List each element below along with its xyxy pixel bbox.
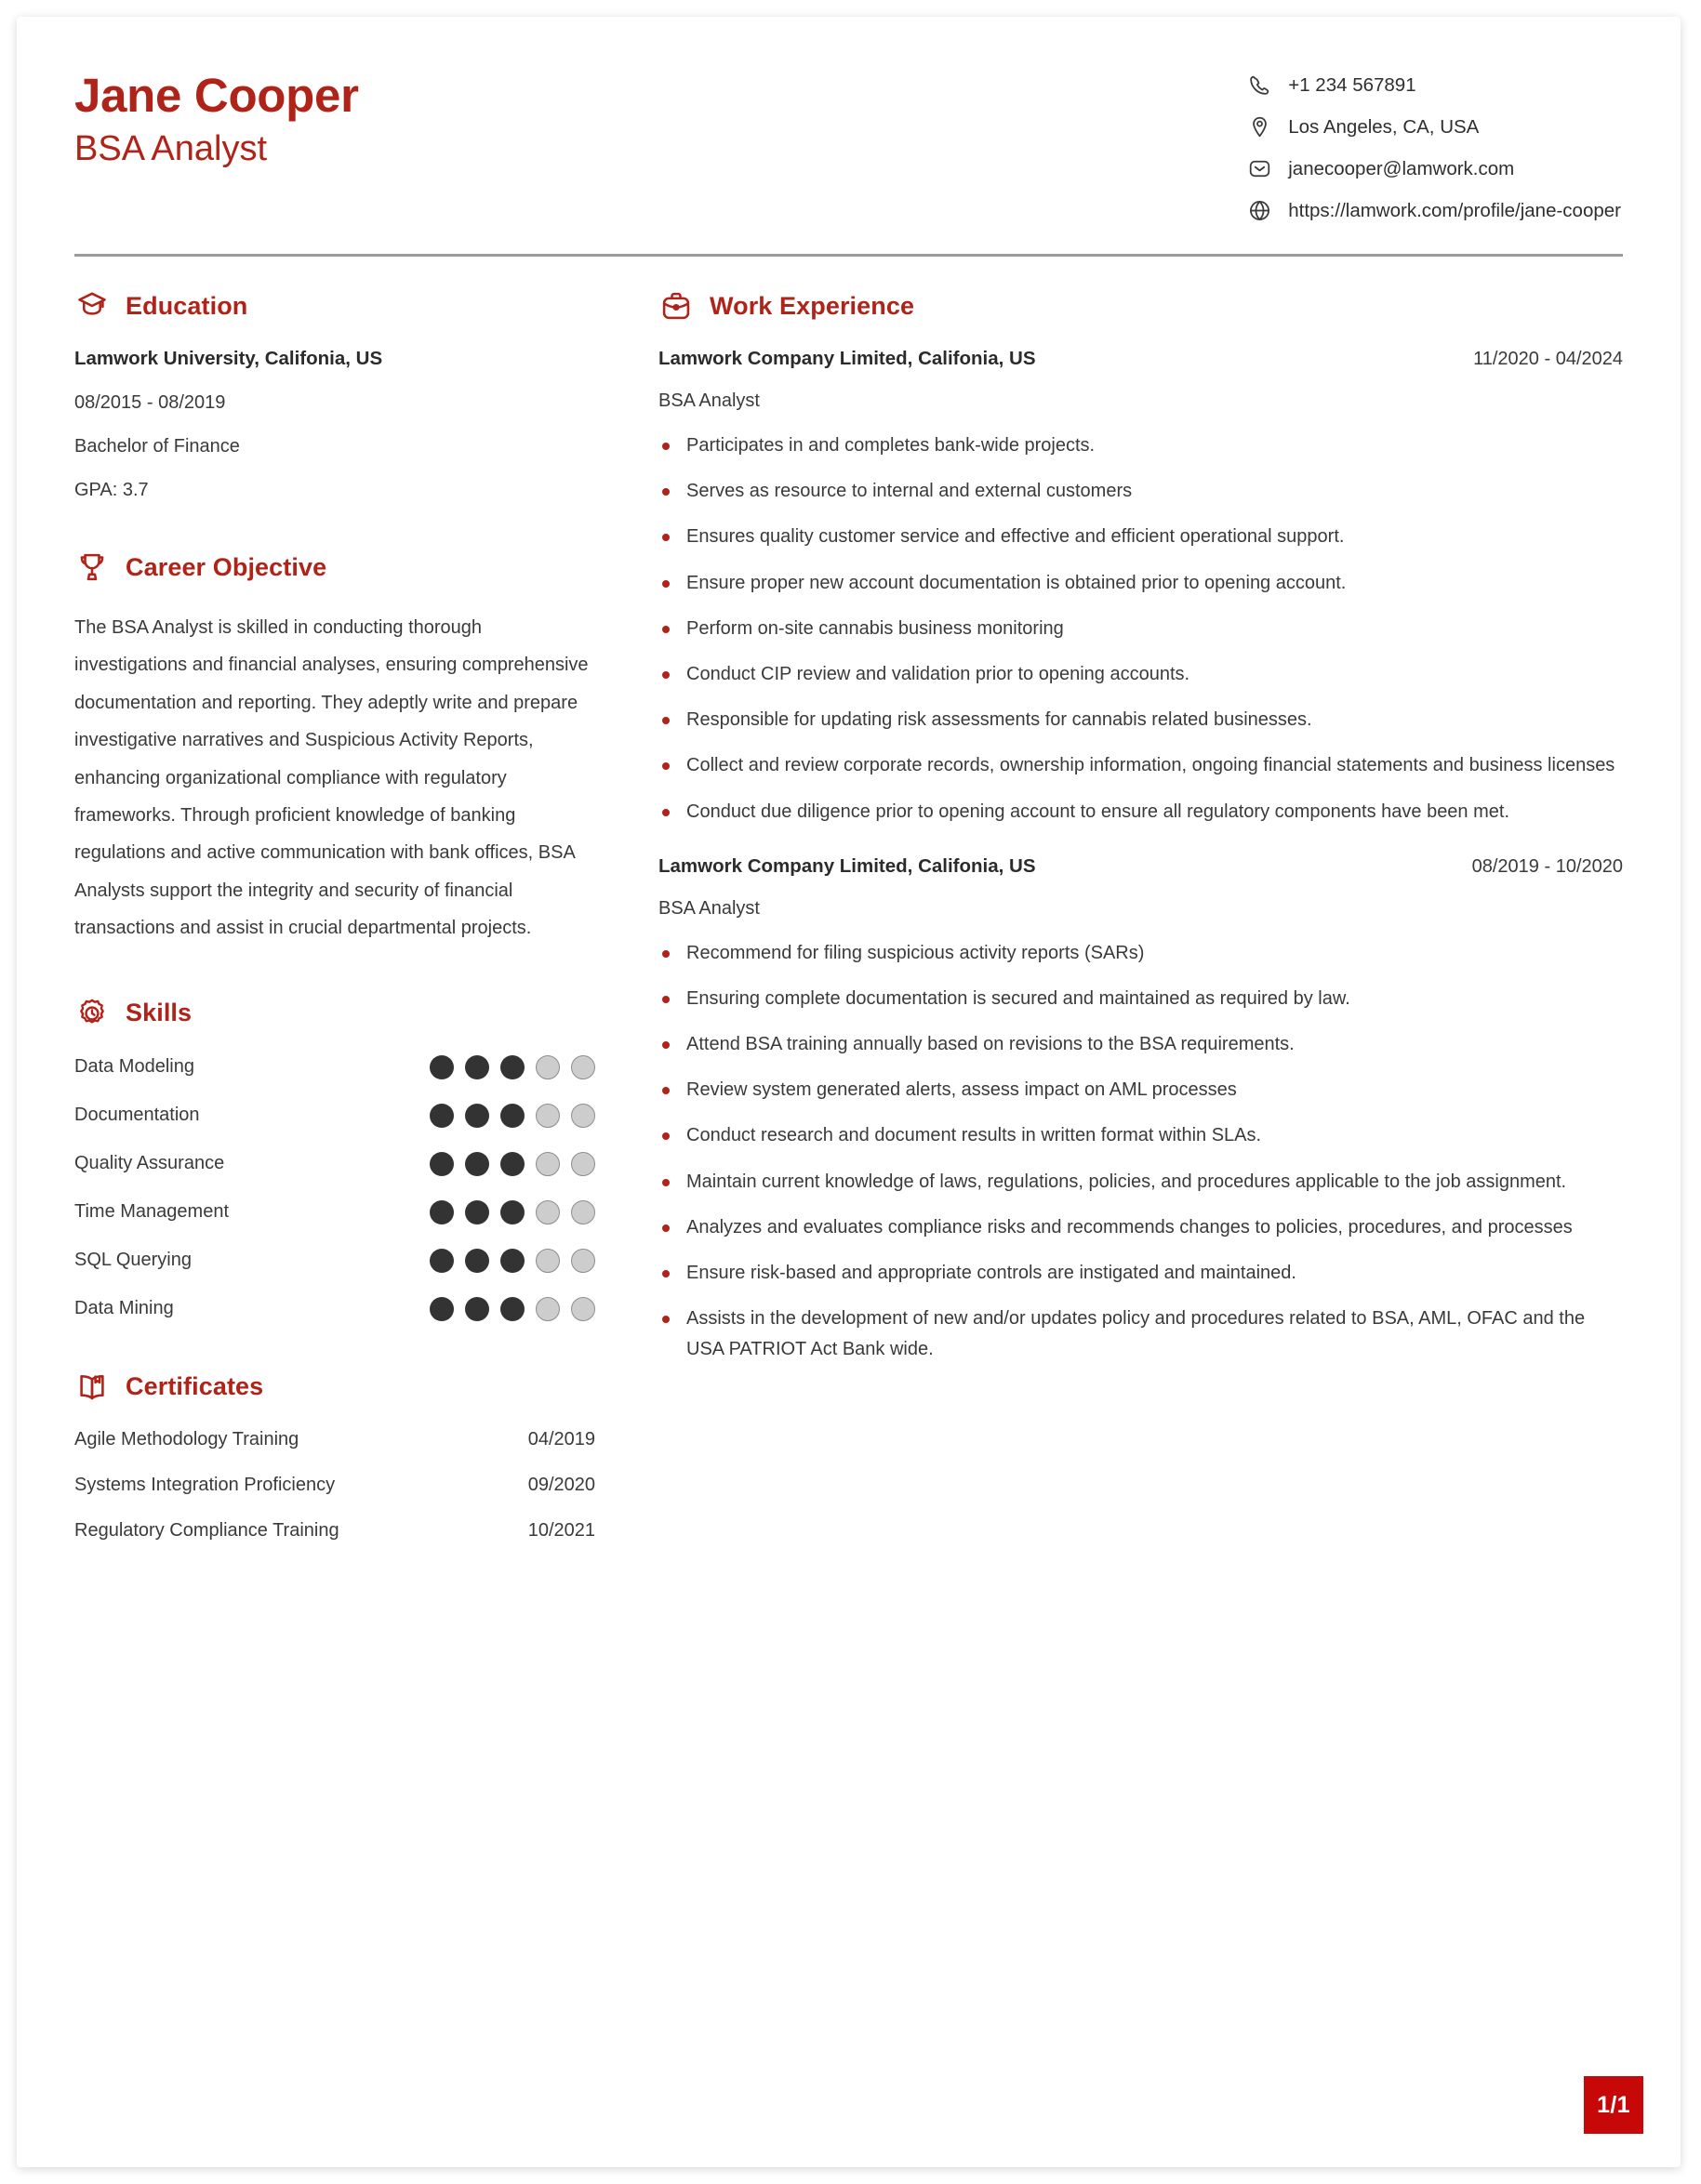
- rating-dot-empty: [536, 1104, 560, 1128]
- rating-dot-filled: [430, 1200, 454, 1224]
- job-company: Lamwork Company Limited, Califonia, US: [658, 348, 1036, 369]
- job-responsibility: Serves as resource to internal and external customers: [658, 476, 1623, 507]
- skill-rating-dots: [430, 1104, 595, 1128]
- job-responsibility: Attend BSA training annually based on revisions to the BSA requirements.: [658, 1029, 1623, 1060]
- certificate-name: Agile Methodology Training: [74, 1428, 299, 1449]
- job-responsibility: Assists in the development of new and/or updates policy and procedures related to BSA, AML, OFAC and the USA PATRIOT Act Bank wide.: [658, 1304, 1623, 1365]
- rating-dot-filled: [500, 1055, 525, 1079]
- rating-dot-empty: [536, 1297, 560, 1321]
- rating-dot-filled: [500, 1200, 525, 1224]
- skill-name: Documentation: [74, 1105, 200, 1126]
- rating-dot-filled: [465, 1104, 489, 1128]
- education-dates: 08/2015 - 08/2019: [74, 392, 226, 413]
- graduation-cap-icon: [74, 288, 110, 324]
- job-dates: 08/2019 - 10/2020: [1471, 855, 1623, 877]
- rating-dot-empty: [536, 1200, 560, 1224]
- rating-dot-filled: [430, 1055, 454, 1079]
- skill-name: Quality Assurance: [74, 1153, 225, 1174]
- header-divider: [74, 254, 1623, 257]
- identity-block: [74, 61, 359, 170]
- job-responsibility: Conduct due diligence prior to opening account to ensure all regulatory components have been met.: [658, 797, 1623, 827]
- contact-email-value: janecooper@lamwork.com: [1288, 157, 1515, 179]
- certificate-date: 04/2019: [527, 1428, 595, 1449]
- certificates-title: Certificates: [126, 1372, 264, 1401]
- education-title: Education: [126, 291, 248, 320]
- contact-location[interactable]: [1247, 114, 1621, 139]
- trophy-icon: [74, 549, 110, 585]
- certificate-item: [74, 1520, 595, 1542]
- skill-rating-dots: [430, 1297, 595, 1321]
- skill-rating-dots: [430, 1249, 595, 1273]
- job-responsibility-list: [658, 430, 1623, 827]
- briefcase-icon: [658, 288, 694, 324]
- job-responsibility: Conduct research and document results in written format within SLAs.: [658, 1120, 1623, 1151]
- candidate-name: Jane Cooper: [74, 69, 359, 122]
- education-school: Lamwork University, Califonia, US: [74, 348, 383, 369]
- skills-heading: [74, 996, 595, 1031]
- skill-item: [74, 1055, 595, 1079]
- education-section: [74, 288, 595, 501]
- skill-item: [74, 1200, 595, 1224]
- skill-item: [74, 1249, 595, 1273]
- rating-dot-filled: [500, 1152, 525, 1176]
- gear-clock-icon: [74, 996, 110, 1031]
- education-degree: Bachelor of Finance: [74, 436, 240, 457]
- rating-dot-empty: [571, 1297, 595, 1321]
- skill-item: [74, 1297, 595, 1321]
- job-responsibility: Review system generated alerts, assess impact on AML processes: [658, 1075, 1623, 1105]
- career-objective-title: Career Objective: [126, 552, 327, 581]
- rating-dot-filled: [500, 1249, 525, 1273]
- job-responsibility: Ensuring complete documentation is secured and maintained as required by law.: [658, 984, 1623, 1014]
- globe-icon: [1247, 198, 1272, 223]
- rating-dot-empty: [536, 1055, 560, 1079]
- skill-name: Data Mining: [74, 1298, 174, 1319]
- skill-name: Time Management: [74, 1201, 229, 1223]
- job-responsibility: Responsible for updating risk assessments for cannabis related businesses.: [658, 705, 1623, 735]
- location-icon: [1247, 114, 1272, 139]
- contact-website-value: https://lamwork.com/profile/jane-cooper: [1288, 199, 1621, 221]
- career-objective-section: [74, 549, 595, 947]
- resume-header: [74, 61, 1623, 223]
- contact-list: [1247, 61, 1623, 223]
- contact-website[interactable]: [1247, 198, 1621, 223]
- job-role: BSA Analyst: [658, 390, 760, 411]
- work-experience-title: Work Experience: [710, 291, 915, 320]
- rating-dot-filled: [430, 1297, 454, 1321]
- rating-dot-filled: [465, 1152, 489, 1176]
- job-dates: 11/2020 - 04/2024: [1473, 349, 1623, 369]
- skill-item: [74, 1152, 595, 1176]
- job-responsibility: Recommend for filing suspicious activity reports (SARs): [658, 938, 1623, 969]
- candidate-job-title: BSA Analyst: [74, 128, 268, 168]
- contact-phone[interactable]: [1247, 73, 1621, 98]
- rating-dot-filled: [465, 1200, 489, 1224]
- job-responsibility: Participates in and completes bank-wide projects.: [658, 430, 1623, 461]
- rating-dot-empty: [571, 1104, 595, 1128]
- resume-body: [74, 288, 1623, 1590]
- work-experience-item: [658, 855, 1623, 1366]
- skill-rating-dots: [430, 1152, 595, 1176]
- rating-dot-filled: [465, 1055, 489, 1079]
- skill-name: Data Modeling: [74, 1056, 194, 1078]
- certificates-heading: [74, 1370, 595, 1405]
- contact-email[interactable]: [1247, 156, 1621, 181]
- job-company: Lamwork Company Limited, Califonia, US: [658, 854, 1036, 877]
- job-responsibility: Conduct CIP review and validation prior to opening accounts.: [658, 659, 1623, 690]
- skill-name: SQL Querying: [74, 1250, 192, 1271]
- job-responsibility: Ensure risk-based and appropriate controls are instigated and maintained.: [658, 1258, 1623, 1289]
- phone-icon: [1247, 73, 1272, 98]
- right-column: [632, 288, 1623, 1373]
- rating-dot-filled: [430, 1249, 454, 1273]
- certificate-item: [74, 1429, 595, 1450]
- rating-dot-filled: [500, 1104, 525, 1128]
- contact-location-value: Los Angeles, CA, USA: [1288, 115, 1480, 138]
- rating-dot-filled: [430, 1104, 454, 1128]
- contact-phone-value: +1 234 567891: [1288, 73, 1416, 96]
- certificate-date: 09/2020: [527, 1474, 595, 1495]
- career-objective-text: The BSA Analyst is skilled in conducting thorough investigations and financial analyses, ensuring comprehensive documentation and reporting. They adeptly write and prepare investigative narratives and Suspicious Activity Reports, enhancing organizational compliance with regulatory frameworks. Through proficient knowledge of banking regulations and active communication with bank offices, BSA Analysts support the integrity and security of financial transactions and assist in crucial departmental projects.: [74, 617, 589, 939]
- skill-rating-dots: [430, 1055, 595, 1079]
- job-role: BSA Analyst: [658, 897, 760, 919]
- rating-dot-filled: [465, 1249, 489, 1273]
- certificate-name: Systems Integration Proficiency: [74, 1474, 336, 1495]
- certificate-date: 10/2021: [527, 1519, 595, 1541]
- certificate-name: Regulatory Compliance Training: [74, 1519, 339, 1541]
- rating-dot-filled: [500, 1297, 525, 1321]
- skills-section: [74, 996, 595, 1321]
- job-header: [658, 855, 1623, 878]
- left-column: [74, 288, 632, 1590]
- rating-dot-empty: [571, 1152, 595, 1176]
- job-responsibility: Perform on-site cannabis business monitoring: [658, 614, 1623, 644]
- rating-dot-empty: [536, 1152, 560, 1176]
- skill-rating-dots: [430, 1200, 595, 1224]
- job-responsibility-list: [658, 938, 1623, 1366]
- resume-sheet: [17, 17, 1681, 2167]
- job-responsibility: Collect and review corporate records, ownership information, ongoing financial statements and business licenses: [658, 750, 1623, 781]
- work-experience-item: [658, 348, 1623, 827]
- rating-dot-filled: [465, 1297, 489, 1321]
- education-gpa: GPA: 3.7: [74, 480, 149, 500]
- rating-dot-empty: [571, 1249, 595, 1273]
- education-heading: [74, 288, 595, 324]
- rating-dot-empty: [571, 1055, 595, 1079]
- job-responsibility: Ensure proper new account documentation is obtained prior to opening account.: [658, 568, 1623, 599]
- job-responsibility: Maintain current knowledge of laws, regulations, policies, and procedures applicable to the job assignment.: [658, 1167, 1623, 1198]
- skill-item: [74, 1104, 595, 1128]
- rating-dot-empty: [571, 1200, 595, 1224]
- job-header: [658, 348, 1623, 370]
- certificate-item: [74, 1475, 595, 1496]
- job-responsibility: Analyzes and evaluates compliance risks and recommends changes to policies, procedures, and processes: [658, 1212, 1623, 1243]
- rating-dot-empty: [536, 1249, 560, 1273]
- email-icon: [1247, 156, 1272, 181]
- job-responsibility: Ensures quality customer service and effective and efficient operational support.: [658, 522, 1623, 552]
- career-objective-heading: [74, 549, 595, 585]
- page-indicator-badge: 1/1: [1584, 2076, 1643, 2134]
- certificates-section: [74, 1370, 595, 1542]
- rating-dot-filled: [430, 1152, 454, 1176]
- open-book-icon: [74, 1370, 110, 1405]
- skills-title: Skills: [126, 999, 193, 1027]
- work-experience-heading: [658, 288, 1623, 324]
